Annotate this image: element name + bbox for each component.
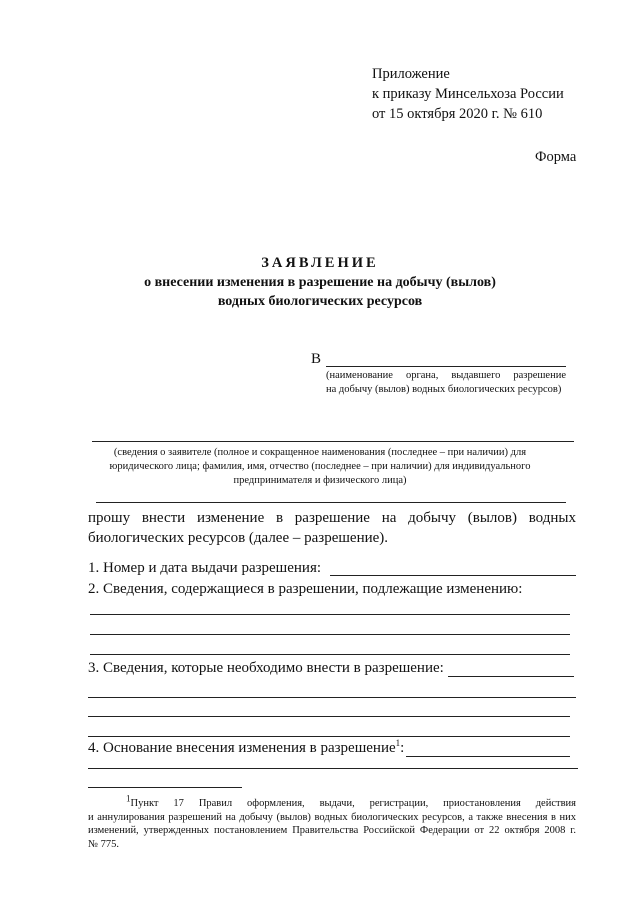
- addressee-prefix: В: [311, 351, 322, 367]
- appendix-line-2: к приказу Минсельхоза России: [372, 86, 564, 102]
- item-2-field-line-2[interactable]: [90, 634, 570, 635]
- item-4-footnote-mark: 1: [395, 738, 401, 748]
- item-3-field-line-3[interactable]: [88, 736, 570, 737]
- item-2-field-line-1[interactable]: [90, 614, 570, 615]
- applicant-hint-line-1: (сведения о заявителе (полное и сокращенное наименования (последнее – при наличии) для: [113, 447, 527, 458]
- addressee-hint-line-2: на добычу (вылов) водных биологических ресурсов): [326, 384, 562, 395]
- appendix-line-3: от 15 октября 2020 г. № 610: [372, 106, 543, 122]
- appendix-block: [372, 64, 564, 124]
- item-3-label: 3. Сведения, которые необходимо внести в разрешение:: [88, 660, 444, 676]
- item-1-field-line[interactable]: [330, 575, 576, 576]
- applicant-hint-line-2: юридического лица; фамилия, имя, отчество (последнее – при наличии) для индивидуального: [109, 461, 531, 472]
- item-3-field-line-0[interactable]: [448, 676, 574, 677]
- item-3-field-line-1[interactable]: [88, 697, 576, 698]
- document-title: ЗАЯВЛЕНИЕ: [261, 255, 379, 271]
- document-subtitle-line-1: о внесении изменения в разрешение на добычу (вылов): [144, 275, 496, 290]
- footnote-line-3: изменений, утвержденных постановлением Правительства Российской Федерации от 22 октября 2008 г.: [88, 825, 576, 836]
- document-subtitle-line-2: водных биологических ресурсов: [217, 294, 423, 309]
- addressee-field-line[interactable]: [326, 366, 566, 367]
- footnote-line-4: № 775.: [88, 838, 120, 850]
- addressee-hint-line-1: (наименование органа, выдавшего разрешение: [326, 370, 566, 381]
- footnote-line-1: $^1$Пункт 17 Правил оформления, выдачи, регистрации, приостановления действия: [126, 793, 576, 809]
- item-2-label: 2. Сведения, содержащиеся в разрешении, подлежащие изменению:: [88, 581, 523, 597]
- footnote-block: [88, 793, 576, 851]
- applicant-field-line-1[interactable]: [92, 441, 574, 442]
- item-4-label: 4. Основание внесения изменения в разрешение$^1$:: [88, 738, 405, 756]
- footnote-separator: [88, 787, 242, 788]
- request-line-1: прошу внести изменение в разрешение на добычу (вылов) водных: [88, 510, 576, 526]
- item-1-label: 1. Номер и дата выдачи разрешения:: [88, 560, 322, 576]
- applicant-field-line-2[interactable]: [96, 502, 566, 503]
- item-2-field-line-3[interactable]: [90, 654, 570, 655]
- request-line-2: биологических ресурсов (далее – разрешение).: [88, 530, 389, 546]
- footnote-mark: 1: [126, 793, 131, 804]
- item-4-field-line-1[interactable]: [88, 768, 578, 769]
- item-4-field-line-0[interactable]: [406, 756, 570, 757]
- footnote-line-2: и аннулирования разрешений на добычу (вылов) водных биологических ресурсов, а также внесения в них: [88, 811, 576, 823]
- form-label: Форма: [535, 149, 577, 165]
- appendix-line-1: Приложение: [372, 66, 450, 82]
- applicant-hint-line-3: предпринимателя и физического лица): [233, 475, 407, 486]
- item-3-field-line-2[interactable]: [88, 716, 570, 717]
